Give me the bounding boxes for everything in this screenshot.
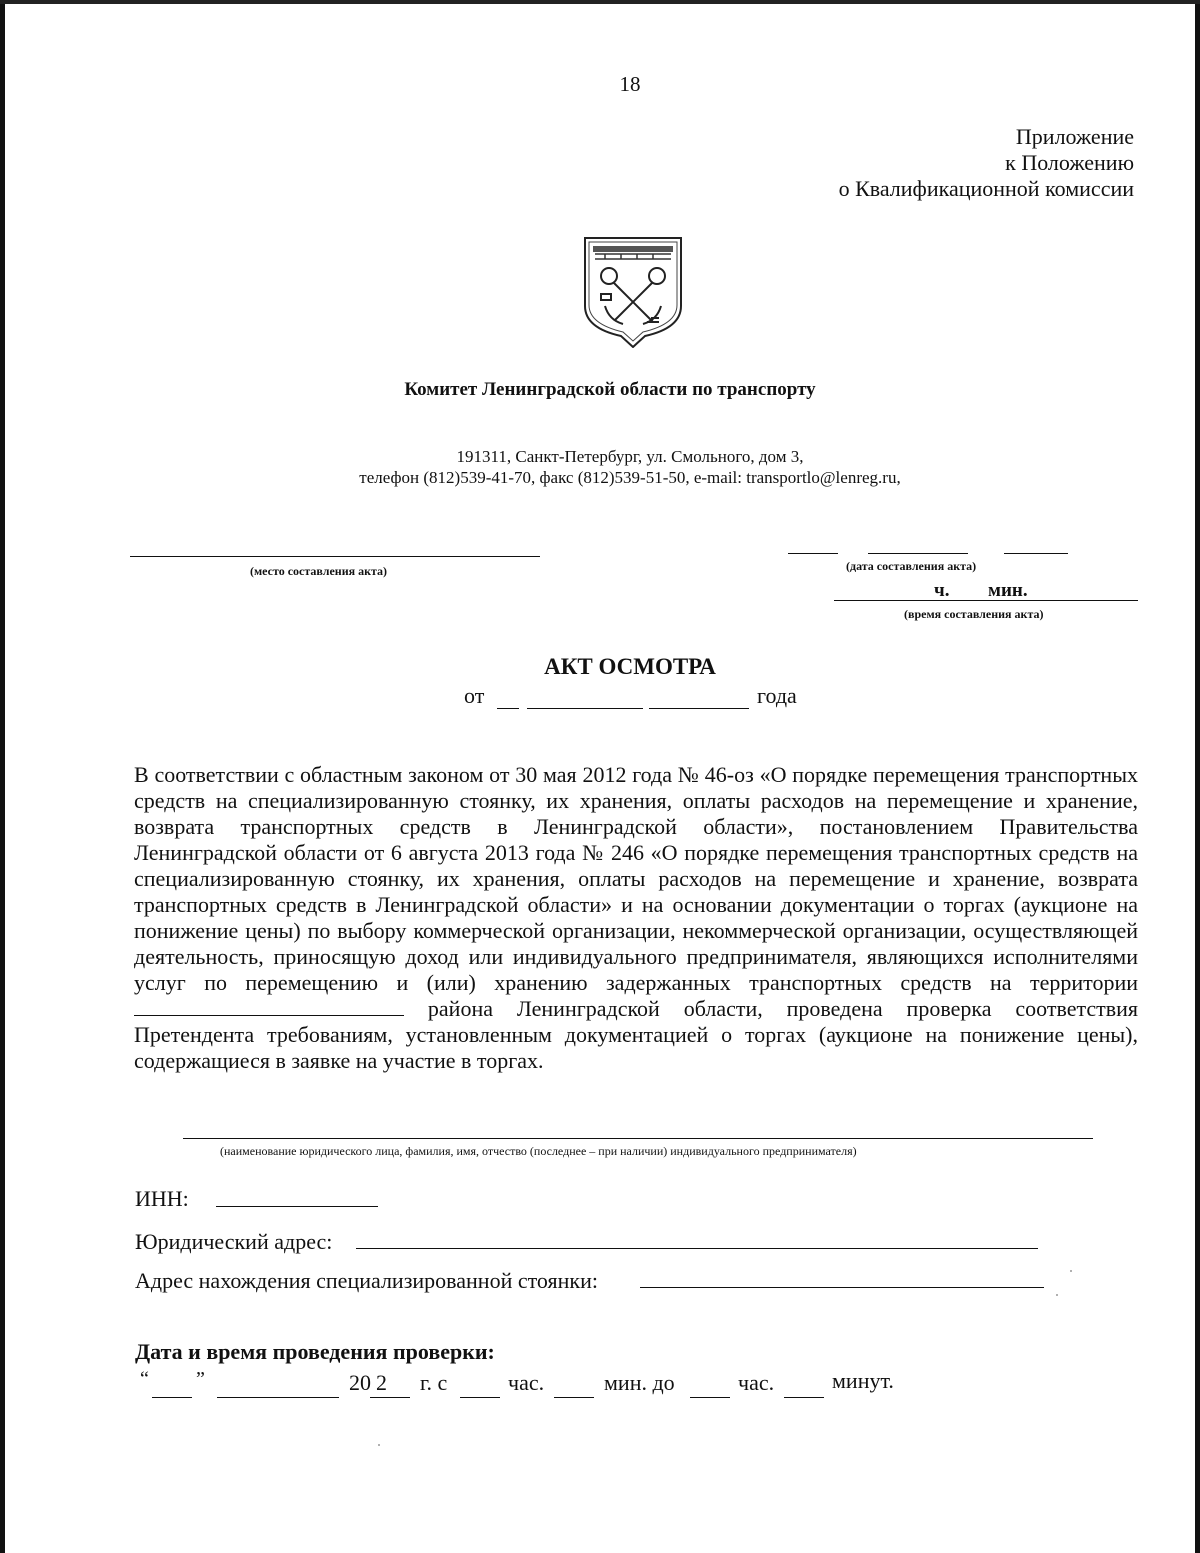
organization-phone-email: телефон (812)539-41-70, факс (812)539-51-50, e-mail: transportlo@lenreg.ru,	[359, 468, 901, 487]
inspection-minutes-label: минут.	[832, 1368, 894, 1393]
inspection-year-prefix: 20	[349, 1370, 371, 1395]
inspection-heading: Дата и время проведения проверки:	[135, 1339, 495, 1364]
organization-contacts	[0, 446, 1200, 488]
appendix-line-3: о Квалификационной комиссии	[838, 176, 1134, 201]
inspection-from-label: г. с	[420, 1370, 448, 1395]
page-number: 18	[619, 72, 641, 96]
time-hours-label: ч.	[934, 580, 950, 601]
act-date-day-line[interactable]	[497, 708, 519, 709]
inspection-open-quote: “	[140, 1368, 149, 1390]
inspection-start-minute-line[interactable]	[554, 1397, 594, 1398]
applicant-name-line[interactable]	[183, 1138, 1093, 1139]
coat-of-arms-emblem	[583, 236, 683, 348]
inspection-end-minute-line[interactable]	[784, 1397, 824, 1398]
inspection-minutes-to-label: мин. до	[604, 1370, 675, 1395]
body-part-2: района Ленинградской области, проведена проверка соответствия Претендента требованиям, установленным документацией о торгах (аукционе на понижение цены), содержащиеся в заявке на участие в торгах.	[134, 996, 1139, 1073]
inspection-start-hour-line[interactable]	[460, 1397, 500, 1398]
inspection-year-digit: 2	[376, 1370, 387, 1395]
act-from-label: от	[464, 683, 485, 708]
scan-speck	[378, 1444, 380, 1446]
organization-name: Комитет Ленинградской области по транспорту	[404, 379, 816, 400]
parking-address-fill-line[interactable]	[640, 1287, 1044, 1288]
scan-edge-top	[0, 0, 1200, 4]
appendix-block	[839, 124, 1134, 202]
time-fill-line[interactable]	[834, 600, 1138, 601]
body-paragraph	[134, 762, 1138, 1074]
legal-address-fill-line[interactable]	[356, 1248, 1038, 1249]
scan-speck	[1056, 1294, 1058, 1296]
act-date-month-line[interactable]	[527, 708, 643, 709]
act-year-label: года	[757, 683, 797, 708]
place-caption: (место составления акта)	[250, 564, 388, 578]
time-caption: (время составления акта)	[904, 607, 1044, 621]
inspection-day-line[interactable]	[152, 1397, 192, 1398]
parking-address-label: Адрес нахождения специализированной стоянки:	[135, 1268, 598, 1293]
inspection-year-line[interactable]	[370, 1397, 410, 1398]
appendix-line-2: к Положению	[1005, 150, 1134, 175]
inn-fill-line[interactable]	[216, 1206, 378, 1207]
inn-label: ИНН:	[135, 1186, 189, 1211]
territory-fill-line[interactable]	[134, 997, 404, 1016]
act-body	[134, 762, 1138, 1074]
time-minutes-label: мин.	[988, 580, 1028, 601]
inspection-month-line[interactable]	[217, 1397, 339, 1398]
inspection-hours-label-1: час.	[508, 1370, 545, 1395]
scan-edge-right	[1195, 0, 1200, 1553]
legal-address-label: Юридический адрес:	[135, 1229, 333, 1254]
date-day-line[interactable]	[788, 553, 838, 554]
act-title: АКТ ОСМОТРА	[544, 654, 716, 679]
body-part-1: В соответствии с областным законом от 30 мая 2012 года № 46-оз «О порядке перемещения транспортных средств на специализированную стоянку, их хранения, оплаты расходов на перемещение и хранение, возврата транспортных средств в Ленинградской области», постановлением Правительства Ленинградской области от 6 августа 2013 года № 246 «О порядке перемещения транспортных средств на специализированную стоянку, их хранения, оплаты расходов на перемещение и хранение, возврата транспортных средств в Ленинградской области» и на основании документации о торгах (аукционе на понижение цены) по выбору коммерческой организации, некоммерческой организации, осуществляющей деятельность, приносящую доход или индивидуального предпринимателя, являющихся исполнителями услуг по перемещению и (или) хранению задержанных транспортных средств на территории	[134, 762, 1138, 995]
appendix-line-1: Приложение	[1015, 124, 1134, 149]
date-caption: (дата составления акта)	[846, 559, 977, 573]
act-date-year-line[interactable]	[649, 708, 749, 709]
organization-address: 191311, Санкт-Петербург, ул. Смольного, дом 3,	[456, 447, 804, 466]
scan-speck	[1070, 1270, 1072, 1272]
inspection-close-quote: ”	[196, 1368, 205, 1390]
scan-edge-left	[0, 0, 5, 1553]
inspection-hours-label-2: час.	[738, 1370, 775, 1395]
inspection-end-hour-line[interactable]	[690, 1397, 730, 1398]
place-fill-line[interactable]	[130, 556, 540, 557]
applicant-name-caption: (наименование юридического лица, фамилия, имя, отчество (последнее – при наличии) индивидуального предпринимателя)	[220, 1144, 857, 1158]
date-year-line[interactable]	[1004, 553, 1068, 554]
date-month-line[interactable]	[868, 553, 968, 554]
